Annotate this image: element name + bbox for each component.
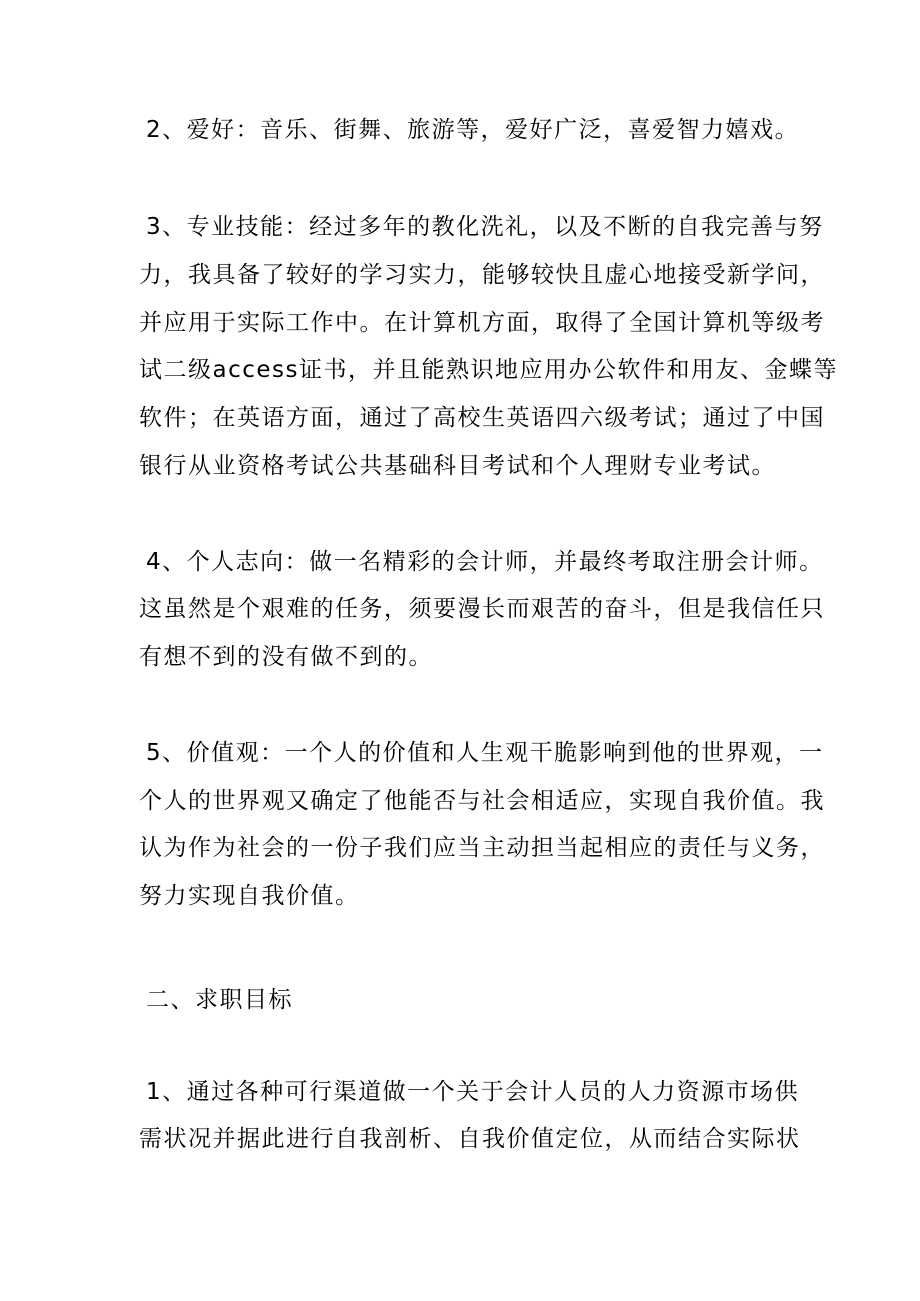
paragraph-ambition-line-1: 4、个人志向：做一名精彩的会计师，并最终考取注册会计师。 — [146, 549, 824, 575]
paragraph-skills-line-1: 3、专业技能：经过多年的教化洗礼，以及不断的自我完善与努 — [146, 214, 824, 240]
paragraph-values-line-4: 努力实现自我价值。 — [139, 883, 360, 909]
paragraph-values-line-1: 5、价值观：一个人的价值和人生观干脆影响到他的世界观，一 — [146, 740, 824, 766]
paragraph-values-line-2: 个人的世界观又确定了他能否与社会相适应，实现自我价值。我 — [139, 788, 825, 814]
paragraph-skills-line-3: 并应用于实际工作中。在计算机方面，取得了全国计算机等级考 — [139, 310, 825, 336]
paragraph-skills-line-6: 银行从业资格考试公共基础科目考试和个人理财专业考试。 — [139, 453, 776, 479]
paragraph-skills-line-2: 力，我具备了较好的学习实力，能够较快且虚心地接受新学问， — [139, 262, 825, 288]
paragraph-skills-line-4: 试二级access证书，并且能熟识地应用办公软件和用友、金蝶等 — [139, 357, 839, 383]
paragraph-ambition-line-3: 有想不到的没有做不到的。 — [139, 644, 433, 670]
paragraph-values-line-3: 认为作为社会的一份子我们应当主动担当起相应的责任与义务， — [139, 835, 825, 861]
paragraph-ambition-line-2: 这虽然是个艰难的任务，须要漫长而艰苦的奋斗，但是我信任只 — [139, 596, 825, 622]
paragraph-objective-1-line-1: 1、通过各种可行渠道做一个关于会计人员的人力资源市场供 — [146, 1079, 800, 1105]
paragraph-objective-1-line-2: 需状况并据此进行自我剖析、自我价值定位，从而结合实际状 — [139, 1126, 801, 1152]
section-heading-job-objective: 二、求职目标 — [146, 987, 293, 1013]
paragraph-hobbies-line-1: 2、爱好：音乐、街舞、旅游等，爱好广泛，喜爱智力嬉戏。 — [146, 117, 800, 143]
paragraph-skills-line-5: 软件；在英语方面，通过了高校生英语四六级考试；通过了中国 — [139, 405, 825, 431]
